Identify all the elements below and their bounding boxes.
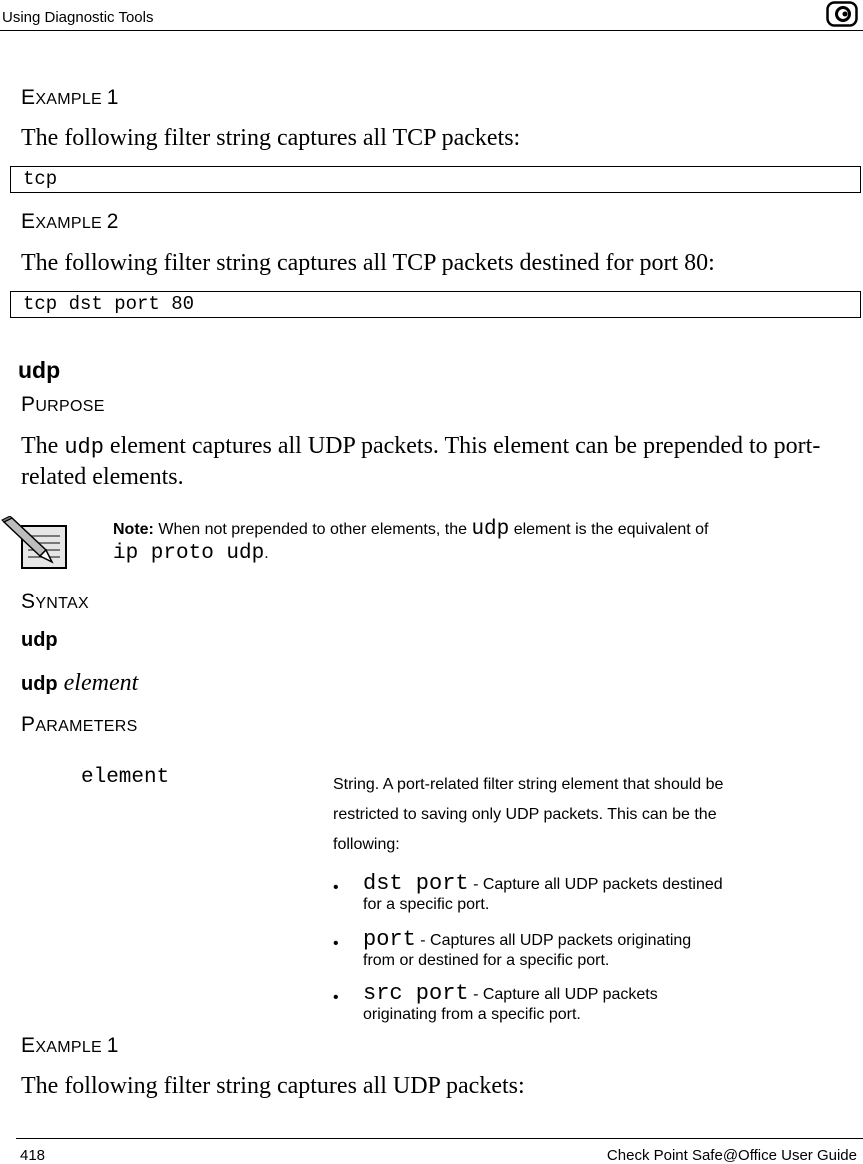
parameter-description <box>333 770 813 860</box>
guide-title: Check Point Safe@Office User Guide <box>606 1147 857 1164</box>
parameter-description-line-2: restricted to saving only UDP packets. This can be the <box>333 806 717 823</box>
note-line-1: Note: When not prepended to other elements, the udp element is the equivalent of <box>113 518 709 541</box>
syntax-heading: SYNTAX <box>21 590 89 613</box>
bullet-icon: • <box>333 879 339 896</box>
note-line-2: ip proto udp. <box>113 542 269 565</box>
example-udp-heading: EXAMPLE 1 <box>21 1034 119 1057</box>
example-2-text: The following filter string captures all TCP packets destined for port 80: <box>21 250 715 276</box>
footer-rule <box>16 1138 863 1139</box>
parameters-heading: PARAMETERS <box>21 713 138 736</box>
bullet-code: src port <box>363 981 469 1006</box>
bullet-code: dst port <box>363 871 469 896</box>
list-item: • src port - Capture all UDP packets originating from a specific port. <box>333 981 658 1023</box>
example-1-heading: EXAMPLE 1 <box>21 86 119 109</box>
page-number: 418 <box>20 1147 46 1164</box>
example-2-code: tcp dst port 80 <box>10 291 861 318</box>
syntax-line-2: udp element <box>21 670 139 696</box>
parameter-description-line-1: String. A port-related filter string element that should be <box>333 776 724 793</box>
purpose-line-2: related elements. <box>21 464 184 490</box>
running-header-title: Using Diagnostic Tools <box>2 9 154 26</box>
diagnostic-tab-icon <box>826 1 858 27</box>
parameter-name: element <box>81 766 170 789</box>
bullet-icon: • <box>333 989 339 1006</box>
syntax-line-1: udp <box>21 629 58 651</box>
list-item: • dst port - Capture all UDP packets destined for a specific port. <box>333 871 723 913</box>
parameter-description-line-3: following: <box>333 836 400 853</box>
example-1-code: tcp <box>10 166 861 193</box>
example-1-text: The following filter string captures all TCP packets: <box>21 125 521 151</box>
section-title: udp <box>18 357 61 383</box>
example-udp-text: The following filter string captures all UDP packets: <box>21 1073 525 1099</box>
pencil-note-icon <box>0 516 72 572</box>
bullet-code: port <box>363 927 416 952</box>
example-2-heading: EXAMPLE 2 <box>21 210 119 233</box>
purpose-line-1: The udp element captures all UDP packets. This element can be prepended to port- <box>21 433 821 460</box>
header-rule <box>0 30 863 31</box>
bullet-icon: • <box>333 935 339 952</box>
purpose-heading: PURPOSE <box>21 393 105 416</box>
list-item: • port - Captures all UDP packets originating from or destined for a specific port. <box>333 927 692 969</box>
